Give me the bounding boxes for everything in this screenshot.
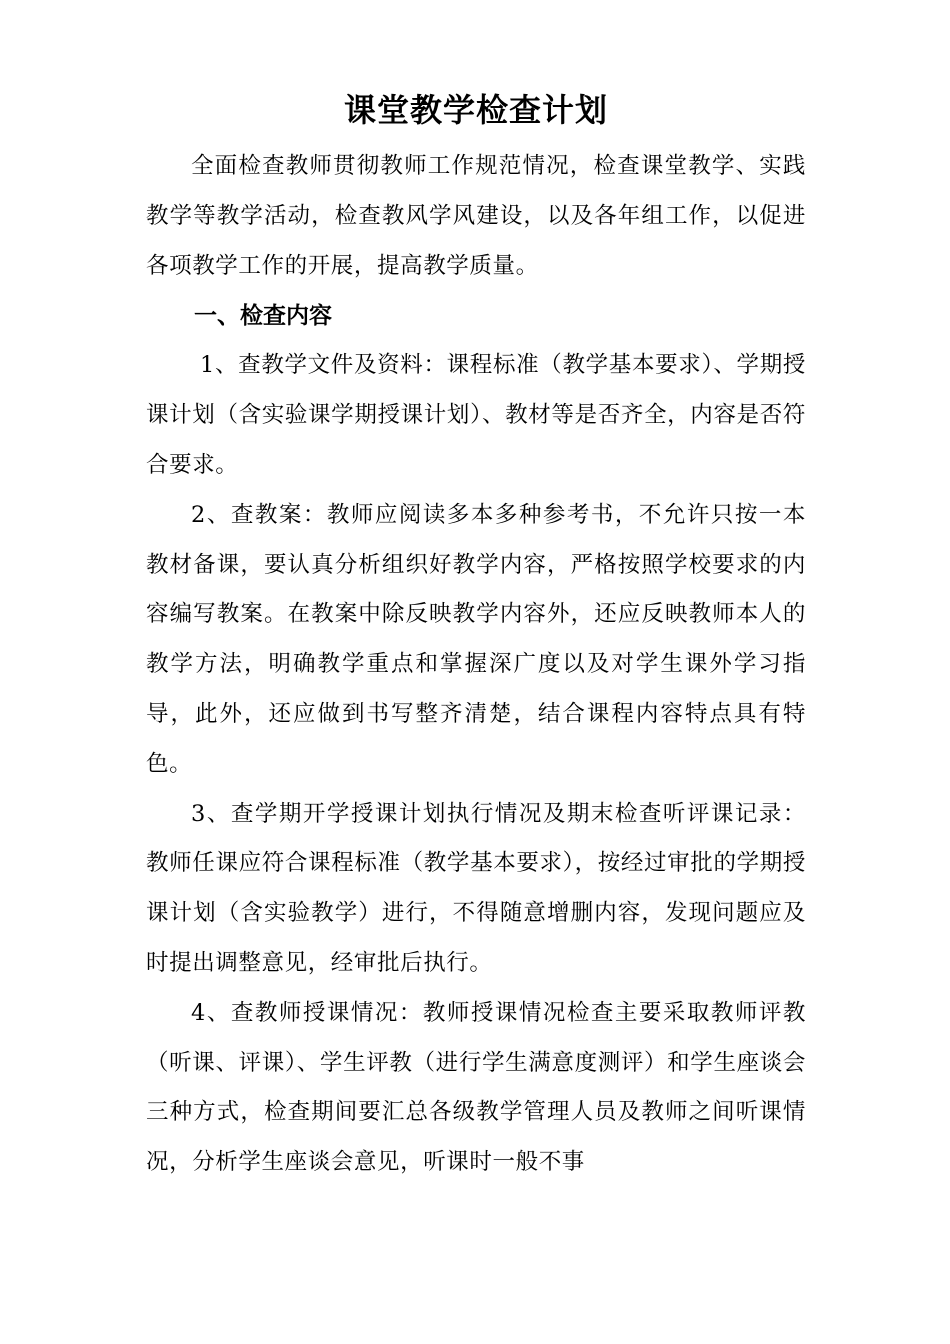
check-item-4: 4、查教师授课情况：教师授课情况检查主要采取教师评教（听课、评课）、学生评教（进行学生满意度测评）和学生座谈会三种方式，检查期间要汇总各级教学管理人员及教师之间听课情况，分析学生座谈会意见，听课时一般不事 [146,999,806,1176]
intro-paragraph: 全面检查教师贯彻教师工作规范情况，检查课堂教学、实践教学等教学活动，检查教风学风建设，以及各年组工作，以促进各项教学工作的开展，提高教学质量。 [146,153,806,279]
document-title: 课堂教学检查计划 [343,91,608,129]
check-item-1: 1、查教学文件及资料：课程标准（教学基本要求）、学期授课计划（含实验课学期授课计划）、教材等是否齐全，内容是否符合要求。 [146,352,806,478]
check-item-3: 3、查学期开学授课计划执行情况及期末检查听评课记录：教师任课应符合课程标准（教学基本要求），按经过审批的学期授课计划（含实验教学）进行，不得随意增删内容，发现问题应及时提出调整意见，经审批后执行。 [146,800,806,976]
check-item-2: 2、查教案：教师应阅读多本多种参考书，不允许只按一本教材备课，要认真分析组织好教学内容，严格按照学校要求的内容编写教案。在教案中除反映教学内容外，还应反映教师本人的教学方法，明确教学重点和掌握深广度以及对学生课外学习指导，此外，还应做到书写整齐清楚，结合课程内容特点具有特色。 [146,501,806,777]
document-body [146,88,806,1188]
section-heading-check-content: 一、检查内容 [194,303,332,330]
